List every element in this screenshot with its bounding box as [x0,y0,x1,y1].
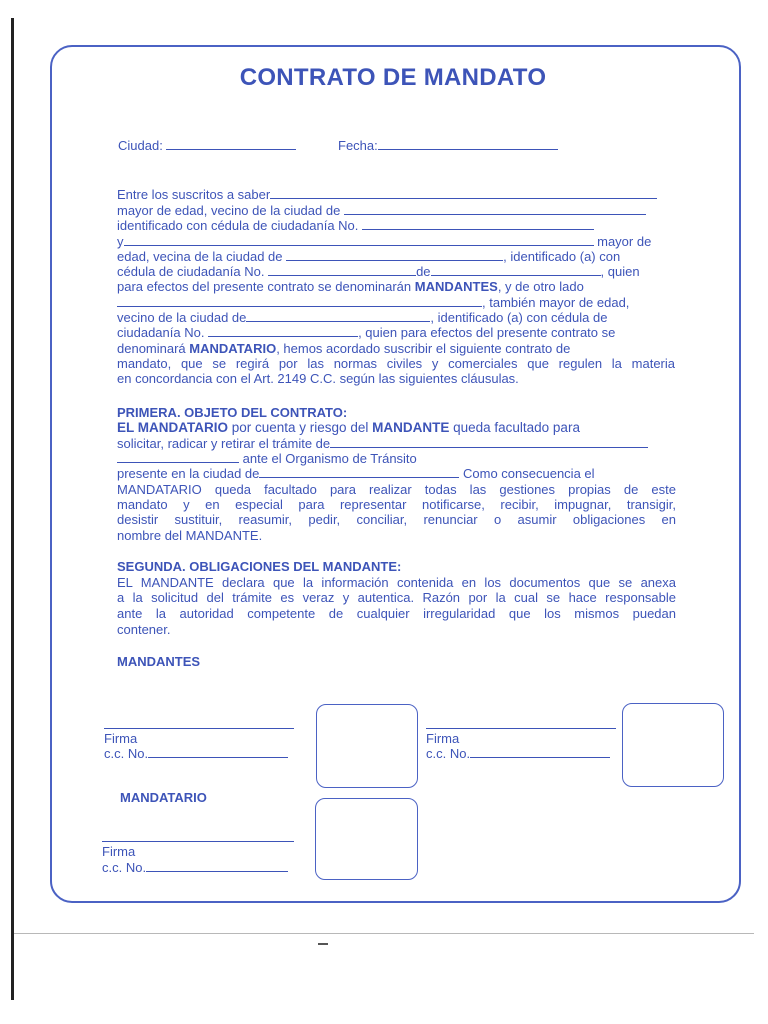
blank-mandante-1-city[interactable] [344,203,646,215]
mandatario-signature-line[interactable] [102,841,294,842]
intro-line-3 [117,218,594,233]
intro-text: identificado con cédula de ciudadanía No. [117,218,359,233]
intro-text: Entre los suscritos a saber [117,187,271,202]
intro-line-4 [117,234,651,249]
primera-line-4 [117,466,595,481]
intro-line-2 [117,203,646,218]
blank-placas[interactable] [117,451,239,463]
intro-line-9 [117,310,607,325]
intro-text: de [416,264,431,279]
intro-text: , y de otro lado [497,279,584,294]
date-field[interactable] [338,138,558,153]
blank-mandatario-id[interactable] [208,325,358,337]
document-title: CONTRATO DE MANDATO [239,64,547,91]
mandatario-fingerprint-box[interactable] [315,798,418,880]
blank-mandante-1-name[interactable] [270,187,657,199]
mandante-1-cc-blank[interactable] [148,746,288,758]
blank-mandante-2-id-city[interactable] [431,264,601,276]
intro-text: denominará [117,341,186,356]
mandatario-heading: MANDATARIO [120,790,207,805]
intro-text: , quien [600,264,640,279]
intro-line-5 [117,249,620,264]
primera-text: Como consecuencia el [463,466,595,481]
mandante-term: MANDANTE [372,420,450,435]
primera-line-3 [117,451,417,466]
intro-text: cédula de ciudadanía No. [117,264,265,279]
scan-mark [318,943,328,945]
intro-text: vecino de la ciudad de [117,310,247,325]
primera-line-6: mandato y en especial para representar notificarse, recibir, impugnar, transigir, [117,497,676,512]
mandatario-term: MANDATARIO [189,341,277,356]
primera-line-1 [117,420,580,435]
primera-line-7: desistir sustituir, reasumir, pedir, conciliar, renunciar o asumir obligaciones en [117,512,676,527]
intro-text: , identificado (a) con [503,249,621,264]
intro-text: y [117,234,124,249]
intro-line-11 [117,341,570,356]
intro-line-10 [117,325,615,340]
intro-text: mayor de [597,234,652,249]
intro-text: mayor de edad, vecino de la ciudad de [117,203,341,218]
mandatario-term: EL MANDATARIO [117,420,228,435]
city-blank[interactable] [166,138,296,150]
cc-label: c.c. No. [102,860,147,875]
mandante-1-signature-line[interactable] [104,728,294,729]
primera-text: por cuenta y riesgo del [228,420,373,435]
blank-mandante-1-id[interactable] [362,218,594,230]
mandantes-term: MANDANTES [414,279,498,294]
primera-text: solicitar, radicar y retirar el trámite de [117,436,331,451]
page-bottom-edge [14,933,754,934]
segunda-line-1: EL MANDANTE declara que la información contenida en los documentos que se anexa [117,575,676,590]
mandante-1-firma-label: Firma [104,731,138,746]
intro-line-12: mandato, que se regirá por las normas civiles y comerciales que regulen la materia [117,356,675,371]
blank-mandatario-name[interactable] [117,295,482,307]
mandatario-cc-blank[interactable] [146,860,288,872]
cc-label: c.c. No. [426,746,471,761]
primera-text: queda facultado para [449,420,580,435]
primera-line-8: nombre del MANDANTE. [117,528,263,543]
mandante-1-cc-field[interactable] [104,746,288,761]
primera-line-5: MANDATARIO queda facultado para realizar todas las gestiones propias de este [117,482,676,497]
segunda-line-3: ante la autoridad competente de cualquier irregularidad que los mismos puedan [117,606,676,621]
mandante-2-firma-label: Firma [426,731,460,746]
cc-label: c.c. No. [104,746,149,761]
mandantes-heading: MANDANTES [117,654,201,669]
mandante-2-cc-field[interactable] [426,746,610,761]
intro-text: ciudadanía No. [117,325,205,340]
date-blank[interactable] [378,138,558,150]
city-field[interactable] [118,138,296,153]
primera-line-2 [117,436,648,451]
segunda-line-2: a la solicitud del trámite es veraz y autentica. Razón por la cual se hace responsable [117,590,676,605]
intro-text: , quien para efectos del presente contrato se [358,325,616,340]
primera-text: presente en la ciudad de [117,466,260,481]
blank-mandante-2-id[interactable] [268,264,416,276]
intro-text: para efectos del presente contrato se denominarán [117,279,412,294]
blank-tramite[interactable] [330,436,648,448]
intro-line-6 [117,264,640,279]
segunda-line-4: contener. [117,622,171,637]
intro-text: , también mayor de edad, [482,295,630,310]
intro-text: , identificado (a) con cédula de [430,310,608,325]
date-label: Fecha: [338,138,378,153]
blank-transit-city[interactable] [259,466,459,478]
mandante-2-signature-line[interactable] [426,728,616,729]
intro-line-7 [117,279,584,294]
mandatario-firma-label: Firma [102,844,136,859]
blank-mandante-2-name[interactable] [124,234,594,246]
city-label: Ciudad: [118,138,163,153]
intro-line-8 [117,295,629,310]
intro-text: , hemos acordado suscribir el siguiente contrato de [276,341,571,356]
primera-heading: PRIMERA. OBJETO DEL CONTRATO: [117,405,348,420]
blank-mandatario-city[interactable] [246,310,430,322]
mandatario-cc-field[interactable] [102,860,288,875]
scan-edge-line [11,18,14,1000]
segunda-heading: SEGUNDA. OBLIGACIONES DEL MANDANTE: [117,559,402,574]
primera-text: ante el Organismo de Tránsito [242,451,417,466]
intro-line-13: en concordancia con el Art. 2149 C.C. según las siguientes cláusulas. [117,371,519,386]
mandante-2-cc-blank[interactable] [470,746,610,758]
intro-line-1 [117,187,657,202]
mandante-1-fingerprint-box[interactable] [316,704,418,788]
mandante-2-fingerprint-box[interactable] [622,703,724,787]
intro-text: edad, vecina de la ciudad de [117,249,283,264]
blank-mandante-2-city[interactable] [286,249,503,261]
